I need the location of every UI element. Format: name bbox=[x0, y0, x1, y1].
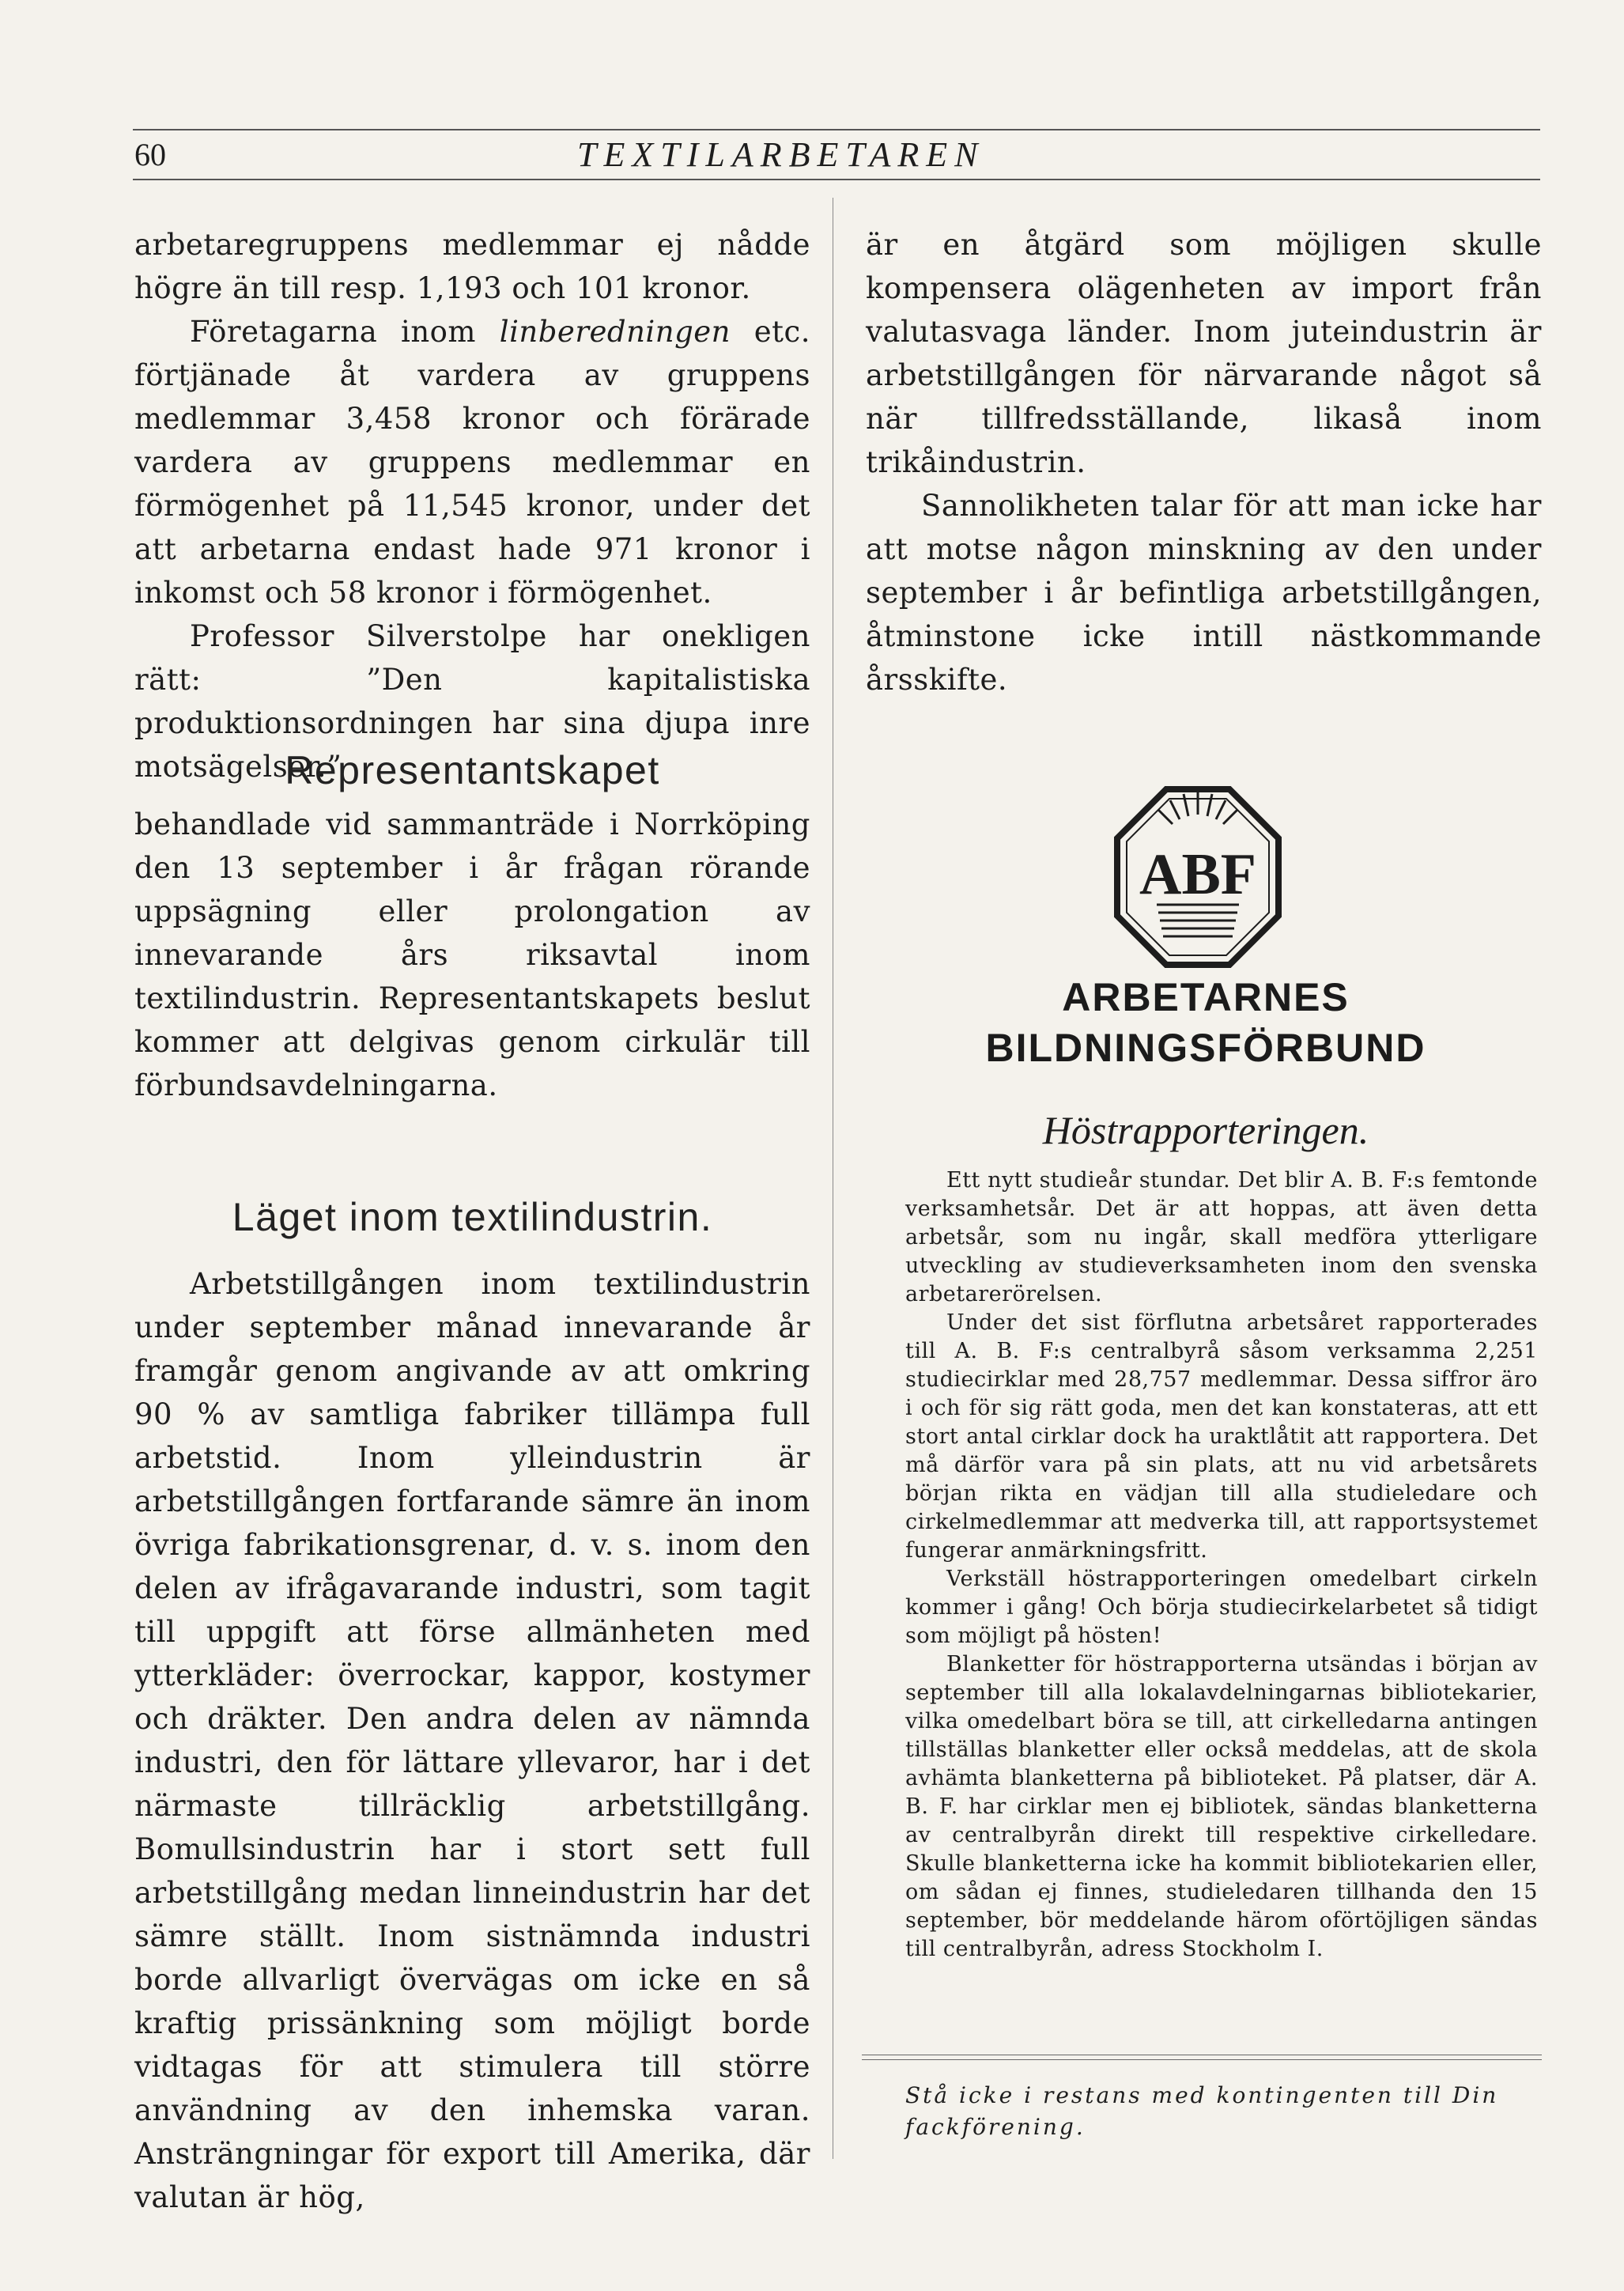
paragraph: Sannolikheten talar för att man icke har att motse någon minskning av den under september i år befintliga arbetstillgången, åtminstone icke intill nästkommande årsskifte. bbox=[866, 489, 1542, 697]
emphasis: linberedningen bbox=[499, 315, 731, 349]
left-column-top bbox=[134, 223, 810, 788]
sun-rays-icon bbox=[1158, 791, 1237, 824]
section-laget bbox=[134, 1194, 810, 2219]
logo-text: ABF bbox=[1139, 842, 1256, 907]
paragraph-silverstolpe: Professor Silverstolpe har onekligen rätt: ”Den kapitalistiska produktionsordningen har sina djupa inre motsägelser.” bbox=[134, 619, 810, 784]
paragraph: Under det sist förflutna arbetsåret rapporterades till A. B. F:s centralbyrå såsom verksamma 2,251 studiecirklar med 28,757 medlemmar. Dessa siffror äro i och för sig rätt goda, men det kan konstateras, att ett stort antal cirklar dock ha uraktlåtit att rapportera. Det må därför vara på sin plats, att nu vid arbetsårets början rikta en vädjan till alla studieledare och cirkelmedlemmar att medverka till, att rapportsystemet fungerar anmärkningsfritt. bbox=[905, 1310, 1538, 1563]
page-number: 60 bbox=[134, 137, 166, 172]
paragraph-foretagarna bbox=[134, 310, 810, 614]
article-heading: Höstrapporteringen. bbox=[1042, 1108, 1369, 1152]
paragraph: är en åtgärd som möjligen skulle kompensera olägenheten av import från valutasvaga länder. Inom juteindustrin är arbetstillgången för närvarande något så när tillfredsställande, likaså inom trikåindustrin. bbox=[866, 228, 1542, 479]
text-run: etc. förtjänade åt vardera av gruppens medlemmar 3,458 kronor och förärade vardera av gruppens medlemmar en förmögenhet på 11,545 kronor, under det att arbetarna endast hade 971 kronor i inkomst och 58 kronor i förmögenhet. bbox=[134, 315, 810, 610]
abf-article bbox=[905, 1166, 1538, 1964]
journal-title: TEXTILARBETAREN bbox=[577, 135, 985, 174]
abf-title-line2: BILDNINGSFÖRBUND bbox=[985, 1026, 1426, 1070]
right-column-top bbox=[866, 223, 1542, 701]
text-run: Företagarna inom bbox=[190, 315, 500, 349]
paragraph: Arbetstillgången inom textilindustrin under september månad innevarande år framgår genom angivande av att omkring 90 % av samtliga fabriker tillämpa full arbetstid. Inom ylleindustrin är arbetstillgången fortfarande sämre än inom övriga fabrikationsgrenar, d. v. s. inom den delen av ifrågavarande industri, som tagit till uppgift att förse allmänheten med ytterkläder: överrockar, kappor, kostymer och dräkter. Den andra delen av nämnda industri, den för lättare yllevaror, har i det närmaste tillräcklig arbetstillgång. Bomullsindustrin har i stort sett full arbetstillgång medan linneindustrin har det sämre ställt. Inom sistnämnda industri borde allvarligt övervägas om icke en så kraftig prissänkning som möjligt borde vidtagas för att stimulera till större användning av den inhemska varan. Ansträngningar för export till Amerika, där valutan är hög, bbox=[134, 1267, 810, 2214]
paragraph: Verkställ höstrapporteringen omedelbart cirkeln kommer i gång! Och börja studiecirkelarbetet så tidigt som möjligt på hösten! bbox=[905, 1567, 1538, 1648]
header-top-rule bbox=[133, 129, 1540, 130]
divider-rule bbox=[862, 2055, 1542, 2060]
abf-logo bbox=[1111, 783, 1285, 971]
paragraph: Ett nytt studieår stundar. Det blir A. B. F:s femtonde verksamhetsår. Det är att hoppas, att även detta arbetsår, som nu ingår, skall medföra ytterligare utveckling av studieverksamheten inom den svenska arbetarerörelsen. bbox=[905, 1168, 1538, 1306]
section-heading: Representantskapet bbox=[285, 748, 660, 792]
section-representantskapet bbox=[134, 747, 810, 1107]
paragraph: behandlade vid sammanträde i Norrköping den 13 september i år frågan rörande uppsägning eller prolongation av innevarande års riksavtal inom textilindustrin. Representantskapets beslut kommer att delgivas genom cirkulär till förbundsavdelningarna. bbox=[134, 807, 810, 1102]
books-icon bbox=[1157, 905, 1239, 936]
footer-note: Stå icke i restans med kontingenten till Din fackförening. bbox=[905, 2082, 1499, 2140]
paragraph: arbetaregruppens medlemmar ej nådde högre än till resp. 1,193 och 101 kronor. bbox=[134, 228, 810, 305]
paragraph: Blanketter för höstrapporterna utsändas i början av september till alla lokalavdelningarnas bibliotekarier, vilka omedelbart böra se till, att cirkelledarna antingen tillställas blanketter eller också meddelas, att de skola avhämta blanketterna på biblioteket. På platser, där A. B. F. har cirklar men ej bibliotek, sändas blanketterna av centralbyrån direkt till respektive cirkelledare. Skulle blanketterna icke ha kommit bibliotekarien eller, om sådan ej finnes, studieledaren tillhanda den 15 september, bör meddelande härom oförtöjligen sändas till centralbyrån, adress Stockholm I. bbox=[905, 1652, 1538, 1961]
header-bottom-rule bbox=[133, 179, 1540, 180]
abf-title-line1: ARBETARNES bbox=[1062, 975, 1350, 1019]
section-heading: Läget inom textilindustrin. bbox=[232, 1195, 713, 1239]
